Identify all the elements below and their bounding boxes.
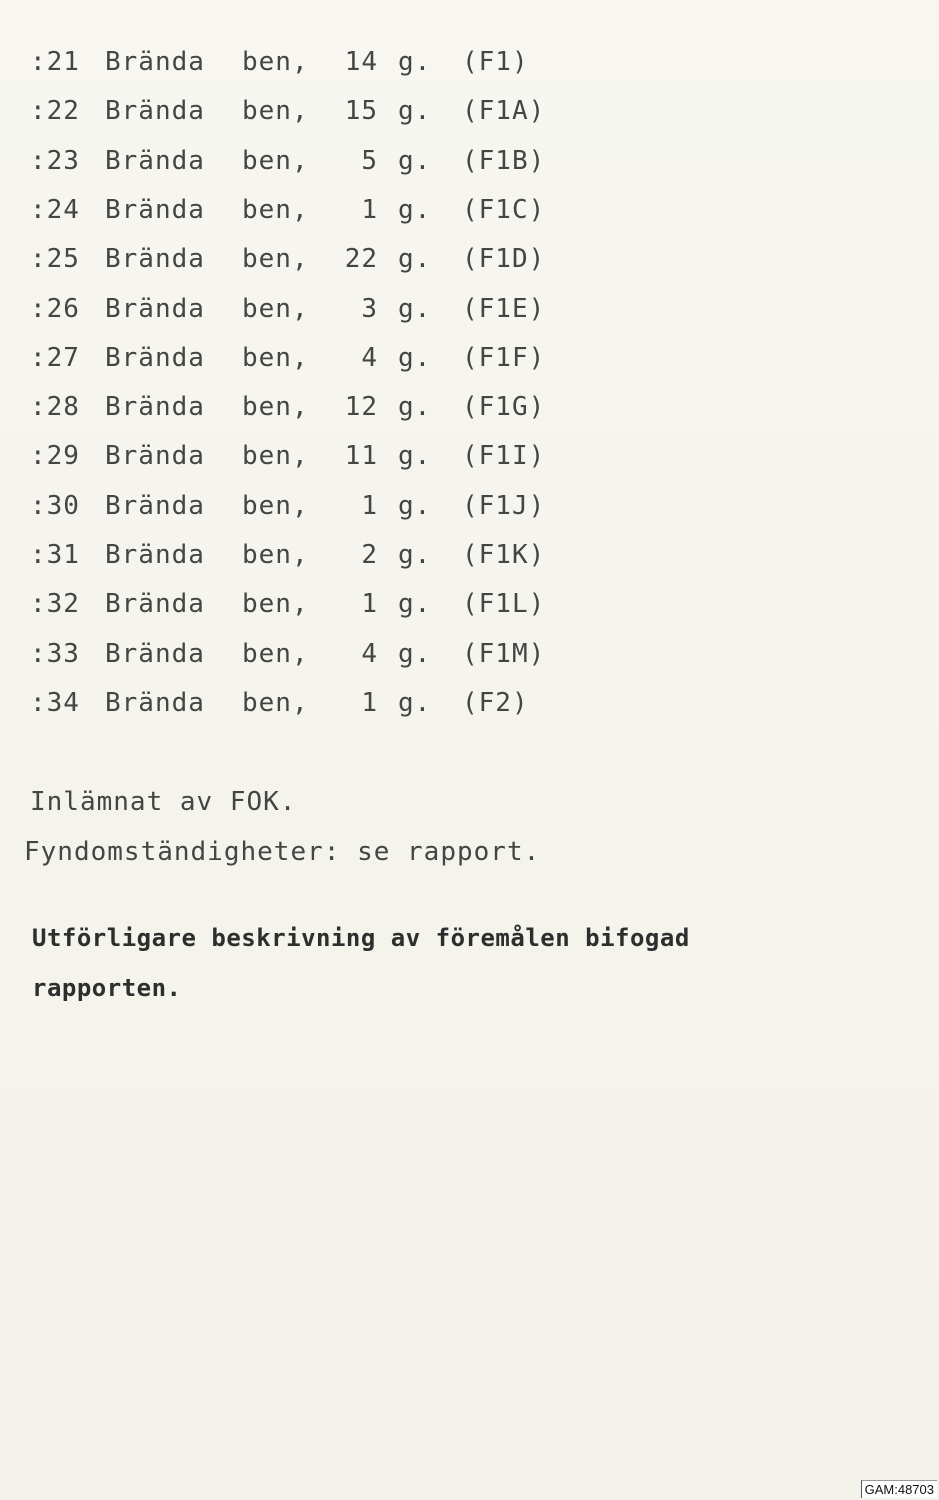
entry-weight: 1 [361,194,378,225]
entry-unit: g. [398,96,432,127]
entry-weight: 15 [344,96,378,127]
entry-number: :27 [30,342,80,373]
entry-number: :21 [30,47,80,77]
entry-code: (F1L) [462,589,546,620]
entry-code: (F1B) [462,145,546,176]
entry-unit: g. [398,293,432,324]
entry-code: (F1C) [462,194,546,225]
entry-description: Brända [105,342,205,373]
entry-number: :34 [30,687,80,718]
entry-weight: 12 [344,392,378,423]
entry-material: ben, [242,441,309,472]
detail-note-line-1: Utförligare beskrivning av föremålen bifogad [32,924,690,952]
entry-weight: 1 [361,687,378,718]
entry-weight: 1 [361,589,378,620]
entry-weight: 5 [361,145,378,176]
submitted-note: Inlämnat av FOK. [30,787,297,817]
entry-weight: 22 [344,244,378,275]
entry-number: :24 [30,194,80,225]
entry-code: (F1M) [462,638,546,669]
entry-weight: 14 [344,47,378,77]
entry-code: (F1F) [462,342,546,373]
entry-description: Brända [105,638,205,669]
entry-code: (F1E) [462,293,546,324]
entry-code: (F1J) [462,490,546,521]
entry-number: :26 [30,293,80,324]
archive-stamp: GAM:48703 [861,1480,937,1498]
entry-number: :25 [30,244,80,275]
entry-material: ben, [242,342,309,373]
entry-unit: g. [398,342,432,373]
entry-weight: 3 [361,293,378,324]
entry-weight: 11 [344,441,378,472]
entry-unit: g. [398,638,432,669]
entry-description: Brända [105,244,205,275]
entry-material: ben, [242,540,309,570]
entry-weight: 2 [361,540,378,570]
entry-unit: g. [398,441,432,472]
entry-unit: g. [398,145,432,176]
entry-unit: g. [398,194,432,225]
entry-unit: g. [398,490,432,521]
entry-material: ben, [242,96,309,127]
entry-weight: 1 [361,490,378,521]
entry-unit: g. [398,540,432,570]
entry-material: ben, [242,145,309,176]
entry-weight: 4 [361,638,378,669]
entry-description: Brända [105,293,205,324]
entry-number: :33 [30,638,80,669]
entry-description: Brända [105,490,205,521]
find-circumstances-note: Fyndomständigheter: se rapport. [24,837,541,867]
entry-description: Brända [105,540,205,570]
entry-number: :31 [30,540,80,570]
entry-number: :23 [30,145,80,176]
entry-code: (F1I) [462,441,546,472]
entry-material: ben, [242,490,309,521]
entry-material: ben, [242,638,309,669]
entry-material: ben, [242,687,309,718]
entry-number: :32 [30,589,80,620]
entry-material: ben, [242,293,309,324]
entry-description: Brända [105,194,205,225]
entry-description: Brända [105,145,205,176]
entry-code: (F1A) [462,96,546,127]
entry-number: :22 [30,96,80,127]
entry-number: :28 [30,392,80,423]
entry-description: Brända [105,687,205,718]
entry-unit: g. [398,687,432,718]
entry-description: Brända [105,392,205,423]
entry-number: :29 [30,441,80,472]
entry-description: Brända [105,47,205,77]
entry-material: ben, [242,244,309,275]
entry-material: ben, [242,589,309,620]
entry-material: ben, [242,194,309,225]
entry-code: (F1D) [462,244,546,275]
entry-number: :30 [30,490,80,521]
entry-code: (F1G) [462,392,546,423]
entry-description: Brända [105,96,205,127]
entry-unit: g. [398,392,432,423]
entry-weight: 4 [361,342,378,373]
detail-note-line-2: rapporten. [32,974,182,1002]
entry-code: (F1K) [462,540,546,570]
entry-material: ben, [242,392,309,423]
entry-code: (F2) [462,687,529,718]
entry-code: (F1) [462,47,529,77]
entry-unit: g. [398,244,432,275]
entry-description: Brända [105,589,205,620]
entry-description: Brända [105,441,205,472]
entry-unit: g. [398,589,432,620]
entry-material: ben, [242,47,309,77]
entry-unit: g. [398,47,432,77]
